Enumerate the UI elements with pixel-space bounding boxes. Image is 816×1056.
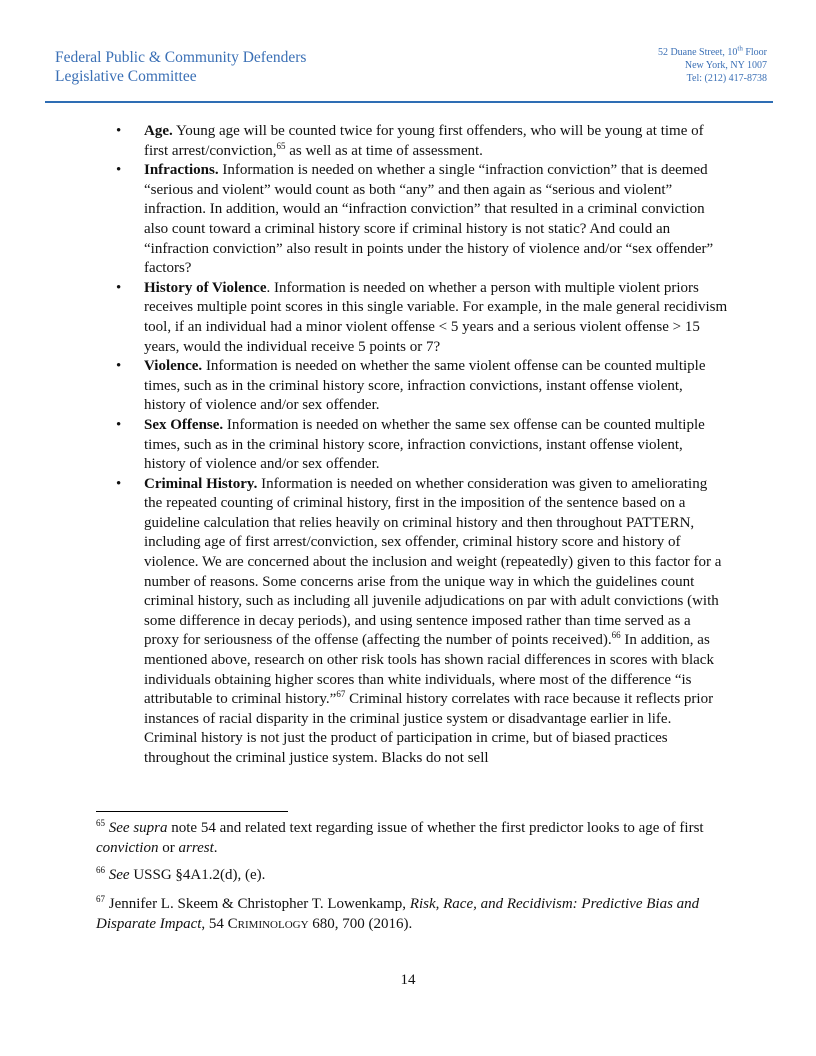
- footnote-number: 65: [96, 818, 105, 828]
- bullet-icon: •: [116, 123, 122, 139]
- bullet-icon: •: [116, 279, 122, 296]
- text: , 54: [201, 915, 228, 932]
- text: . Information is needed on whether a person with multiple violent priors receives multiple point scores in this single variable. For example, in the male general recidivism tool, if an individual had a minor violent offense < 5 years and a serious violent offense > 15 years, would the individual receive 5 points or 7?: [144, 279, 728, 355]
- text: Information is needed on whether the same sex offense can be counted multiple times, such as in the criminal history score, infraction convictions, instant offense violent, history of violence and/or sex offender.: [144, 416, 705, 473]
- footnote-66: [96, 866, 726, 886]
- floor: Floor: [742, 47, 767, 58]
- list-item-criminal-history: [116, 475, 728, 769]
- term: Age.: [144, 123, 173, 139]
- street-address: [658, 46, 767, 59]
- street-sup: th: [737, 44, 743, 53]
- term: Violence.: [144, 358, 203, 375]
- list-item-age: [116, 122, 728, 161]
- bullet-icon: •: [116, 358, 122, 375]
- footnote-65: [96, 819, 726, 858]
- bullet-icon: •: [116, 416, 122, 433]
- header-divider: [45, 101, 773, 103]
- footnote-number: 67: [96, 894, 105, 904]
- list-item-violence: [116, 357, 728, 416]
- footnote-number: 66: [96, 865, 105, 875]
- text: or: [158, 839, 179, 856]
- committee-name: Legislative Committee: [55, 68, 197, 85]
- text: Information is needed on whether consideration was given to ameliorating the repeated counting of criminal history, first in the imposition of the sentence based on a guideline calculation that relies heavily on criminal history and then throughout PATTERN, including age of first arrest/conviction, sex offender, criminal history score and history of violence. We are concerned about the inclusion and weight (repeatedly) given to this factor for a number of reasons. Some concerns arise from the unique way in which the guidelines count criminal history, such as including all juvenile adjudications on par with adult convictions (with some difference in decay periods), and using sentence imposed rather than time served as a proxy for seriousness of the offense (affecting the number of points received).: [144, 475, 722, 649]
- city: New York, NY 1007: [684, 60, 767, 71]
- text: as well as at time of assessment.: [285, 142, 483, 159]
- footnote-ref[interactable]: 66: [611, 630, 621, 641]
- term: Sex Offense.: [144, 416, 224, 433]
- list-item-infractions: [116, 161, 728, 279]
- signal: See supra: [108, 820, 168, 836]
- footnote-ref[interactable]: 67: [336, 689, 346, 700]
- org-name: Federal Public & Community Defenders: [55, 49, 307, 66]
- letterhead-org: [55, 48, 306, 86]
- list-item-history-of-violence: [116, 279, 728, 357]
- text: In addition, as mentioned above, research on other risk tools has shown racial differences in scores with black individuals obtaining higher scores than white individuals, where most of the difference “is attributable to criminal history.”: [144, 632, 714, 708]
- text: .: [213, 839, 218, 856]
- signal: See: [108, 867, 130, 883]
- term: Criminal History.: [144, 475, 258, 492]
- letterhead-address: [658, 46, 767, 85]
- bullet-icon: •: [116, 475, 122, 492]
- text: Information is needed on whether the same violent offense can be counted multiple times, such as in the criminal history score, infraction convictions, instant offense violent, history of violence and/or sex offender.: [144, 358, 706, 414]
- term: Infractions.: [144, 162, 219, 179]
- street: 52 Duane Street, 10: [657, 47, 738, 58]
- list-item-sex-offense: [116, 416, 728, 475]
- telephone: Tel: (212) 417-8738: [686, 73, 767, 84]
- text: Young age will be counted twice for young first offenders, who will be young at time of first arrest/conviction,: [144, 123, 704, 159]
- bullet-list: [116, 122, 728, 769]
- text: 680, 700 (2016).: [308, 915, 413, 932]
- text: USSG §4A1.2(d), (e).: [129, 867, 266, 883]
- text: note 54 and related text regarding issue of whether the first predictor looks to age of first: [167, 820, 704, 836]
- text: Information is needed on whether a single “infraction conviction” that is deemed “serious and violent” would count as both “any” and then again as “serious and violent” infraction. In addition, would an “infraction conviction” that resulted in a criminal conviction also count toward a criminal history score if criminal history is not static? And could an “infraction conviction” also result in points under the history of violence and/or “sex offender” factors?: [144, 162, 714, 277]
- article-title: Risk, Race, and Recidivism: Predictive Bias and Disparate Impact: [96, 896, 700, 932]
- journal-name: Criminology: [227, 915, 309, 932]
- bullet-icon: •: [116, 162, 122, 179]
- term: History of Violence: [144, 279, 267, 296]
- footnote-ref[interactable]: 65: [276, 140, 286, 151]
- text: Criminal history correlates with race because it reflects prior instances of racial disparity in the criminal justice system or disadvantage earlier in life. Criminal history is not just the product of participation in crime, but of biased practices throughout the criminal justice system. Blacks do not sell: [144, 691, 714, 766]
- emphasis: arrest: [178, 839, 214, 856]
- page-number: 14: [400, 972, 416, 988]
- emphasis: conviction: [96, 839, 159, 856]
- footnote-67: [96, 895, 726, 934]
- footnote-divider: [96, 811, 288, 812]
- text: Jennifer L. Skeem & Christopher T. Lowenkamp,: [105, 896, 410, 912]
